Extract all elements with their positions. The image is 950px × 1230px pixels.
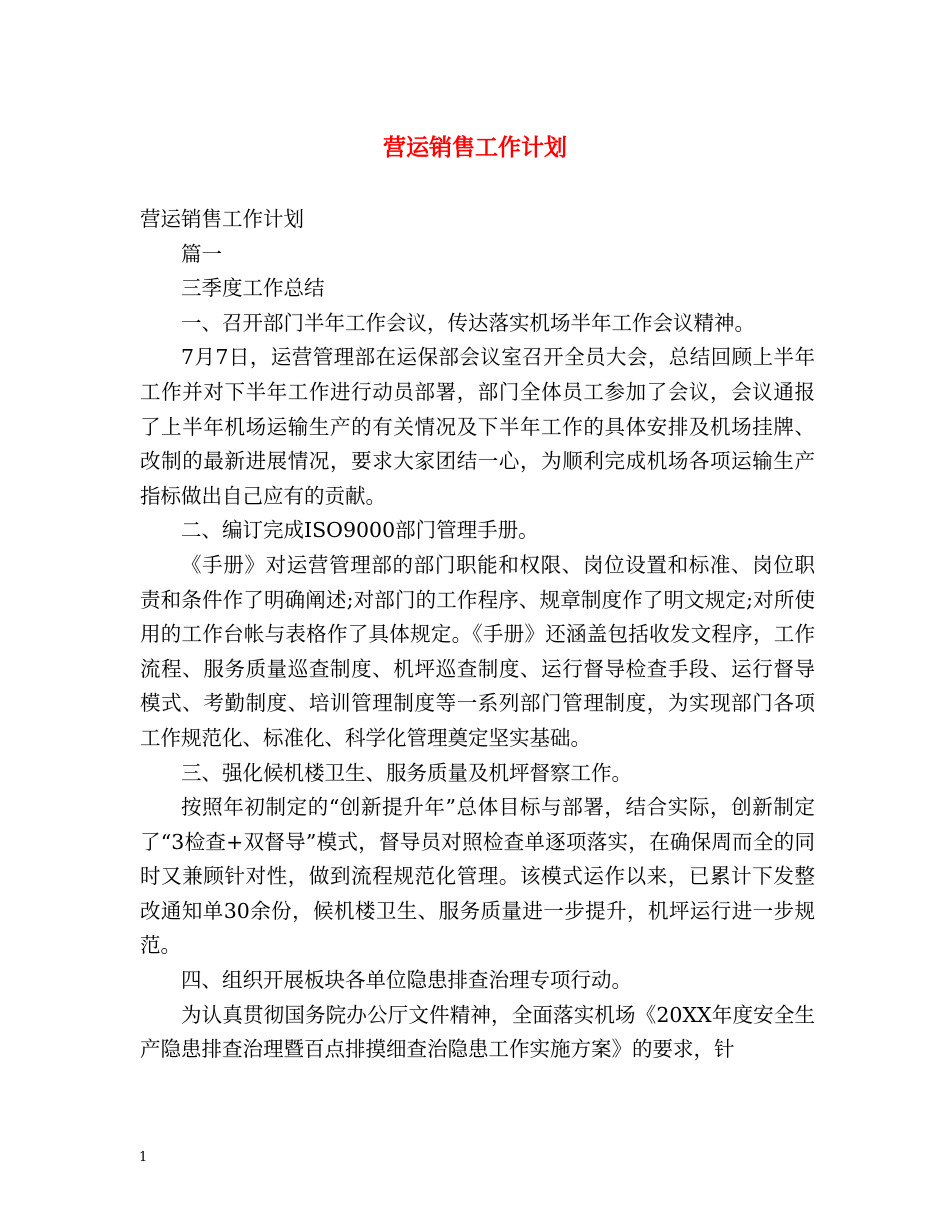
item-heading-3: 三、强化候机楼卫生、服务质量及机坪督察工作。 <box>181 760 632 785</box>
item-heading-2: 二、编订完成ISO9000部门管理手册。 <box>181 518 539 543</box>
item-heading-1: 一、召开部门半年工作会议，传达落实机场半年工作会议精神。 <box>181 310 755 335</box>
document-title: 营运销售工作计划 <box>383 134 567 161</box>
item-body-2: 《手册》对运营管理部的部门职能和权限、岗位设置和标准、岗位职责和条件作了明确阐述;对部门的工作程序、规章制度作了明文规定;对所使用的工作台帐与表格作了具体规定。《手册》还涵盖包括收发文程序，工作流程、服务质量巡查制度、机坪巡查制度、运行督导检查手段、运行督导模式、考勤制度、培训管理制度等一系列部门管理制度，为实现部门各项工作规范化、标准化、科学化管理奠定坚实基础。 <box>140 552 815 750</box>
section-label: 篇一 <box>181 241 222 266</box>
item-body-1: 7月7日，运营管理部在运保部会议室召开全员大会，总结回顾上半年工作并对下半年工作进行动员部署，部门全体员工参加了会议，会议通报了上半年机场运输生产的有关情况及下半年工作的具体安排及机场挂牌、改制的最新进展情况，要求大家团结一心，为顺利完成机场各项运输生产指标做出自己应有的贡献。 <box>140 345 815 508</box>
item-body-4: 为认真贯彻国务院办公厅文件精神，全面落实机场《20XX年度安全生产隐患排查治理暨百点排摸细查治隐患工作实施方案》的要求，针 <box>140 1002 815 1062</box>
section-heading: 三季度工作总结 <box>181 276 325 301</box>
item-body-3: 按照年初制定的“创新提升年”总体目标与部署，结合实际，创新制定了“3检查+双督导”模式，督导员对照检查单逐项落实，在确保周而全的同时又兼顾针对性，做到流程规范化管理。该模式运作以来，已累计下发整改通知单30余份，候机楼卫生、服务质量进一步提升，机坪运行进一步规范。 <box>140 795 815 958</box>
subtitle-paragraph: 营运销售工作计划 <box>140 207 304 231</box>
document-body <box>140 202 815 1067</box>
item-heading-4: 四、组织开展板块各单位隐患排查治理专项行动。 <box>181 968 632 993</box>
page-number: 1 <box>139 1150 148 1165</box>
